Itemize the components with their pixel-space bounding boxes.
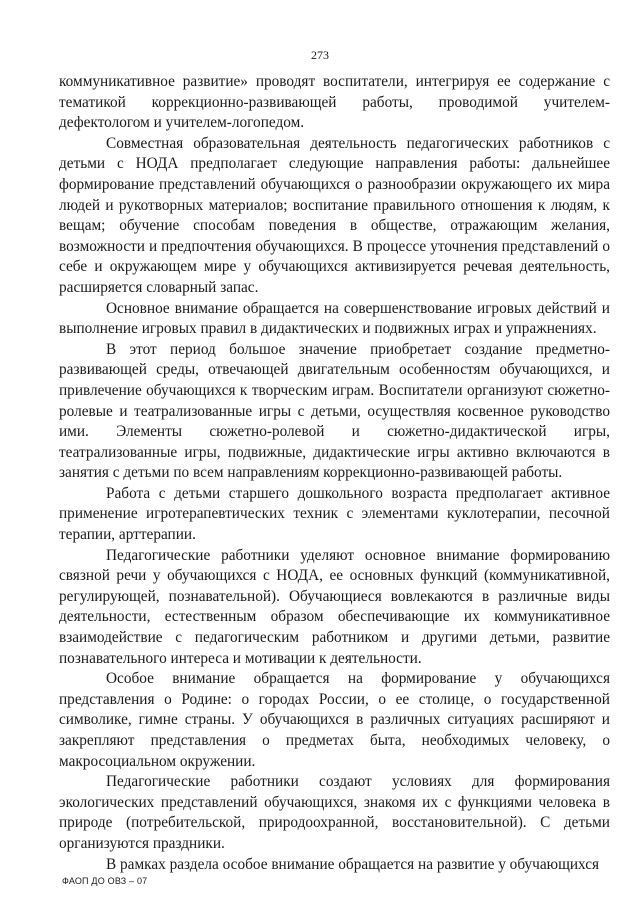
- page-number: 273: [311, 48, 329, 62]
- paragraph: Совместная образовательная деятельность педагогических работников с детьми с НОДА предполагает следующие направления работы: дальнейшее формирование представлений обучающихся о разнообразии окружающего их мира людей и рукотворных материалов; воспитание правильного отношения к людям, к вещам; обучение способам поведения в обществе, отражающим желания, возможности и предпочтения обучающихся. В процессе уточнения представлений о себе и окружающем мире у обучающихся активизируется речевая деятельность, расширяется словарный запас.: [59, 134, 610, 296]
- body-text: [59, 72, 610, 875]
- paragraph: Работа с детьми старшего дошкольного возраста предполагает активное применение игротерапевтических техник с элементами куклотерапии, песочной терапии, арттерапии.: [59, 484, 610, 544]
- paragraph: Педагогические работники создают условиях для формирования экологических представлений обучающихся, знакомя их с функциями человека в природе (потребительской, природоохранной, восстановительной). С детьми организуются праздники.: [59, 773, 610, 852]
- paragraph: В этот период большое значение приобретает создание предметно-развивающей среды, отвечающей двигательным особенностям обучающихся, и привлечение обучающихся к творческим играм. Воспитатели организуют сюжетно-ролевые и театрализованные игры с детьми, осуществляя косвенное руководство ими. Элементы сюжетно-ролевой и сюжетно-дидактической игры, театрализованные игры, подвижные, дидактические игры активно включаются в занятия с детьми по всем направлениям коррекционно-развивающей работы.: [59, 340, 610, 482]
- page-footer: ФАОП ДО ОВЗ – 07: [62, 876, 148, 886]
- paragraph: Педагогические работники уделяют основное внимание формированию связной речи у обучающихся с НОДА, ее основных функций (коммуникативной, регулирующей, познавательной). Обучающиеся вовлекаются в различные виды деятельности, естественным образом обеспечивающие их коммуникативное взаимодействие с педагогическим работником и другими детьми, развитие познавательного интереса и мотивации к деятельности.: [59, 546, 610, 667]
- paragraph: Основное внимание обращается на совершенствование игровых действий и выполнение игровых правил в дидактических и подвижных играх и упражнениях.: [59, 299, 610, 338]
- paragraph: В рамках раздела особое внимание обращается на развитие у обучающихся: [106, 855, 600, 873]
- paragraph: Особое внимание обращается на формирование у обучающихся представления о Родине: о городах России, о ее столице, о государственной символике, гимне страны. У обучающихся в различных ситуациях расширяют и закрепляют представления о предметах быта, необходимых человеку, о макросоциальном окружении.: [59, 670, 610, 770]
- paragraph: коммуникативное развитие» проводят воспитатели, интегрируя ее содержание с тематикой коррекционно-развивающей работы, проводимой учителем-дефектологом и учителем-логопедом.: [59, 73, 610, 132]
